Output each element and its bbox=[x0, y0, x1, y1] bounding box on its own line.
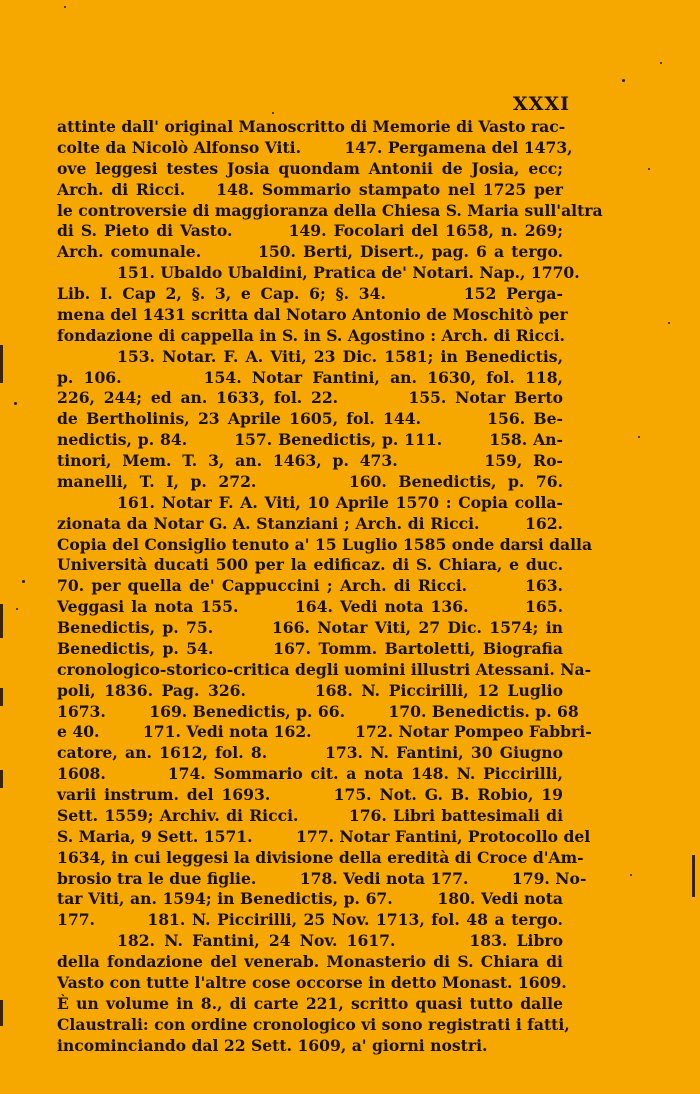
text-line: incominciando dal 22 Sett. 1609, a' giorni nostri. bbox=[57, 1035, 488, 1055]
text-line: 161. Notar F. A. Viti, 10 Aprile 1570 : Copia colla- bbox=[117, 492, 563, 512]
text-line: attinte dall' original Manoscritto di Memorie di Vasto rac- bbox=[57, 117, 566, 136]
text-line: 70. per quella de' Cappuccini ; Arch. di Ricci. 163. bbox=[57, 576, 563, 596]
page-edge-mark bbox=[0, 1000, 3, 1026]
text-line: de Bertholinis, 23 Aprile 1605, fol. 144. 156. Be- bbox=[57, 409, 563, 429]
page-edge-mark bbox=[0, 688, 3, 706]
scan-speck bbox=[648, 168, 650, 170]
text-line: 1673. 169. Benedictis, p. 66. 170. Benedictis. p. 68 bbox=[57, 701, 579, 721]
scan-speck bbox=[272, 112, 274, 114]
text-line: 177. 181. N. Piccirilli, 25 Nov. 1713, fol. 48 a tergo. bbox=[57, 910, 563, 930]
text-line: Benedictis, p. 54. 167. Tomm. Bartoletti, Biografia bbox=[57, 638, 563, 658]
text-line: mena del 1431 scritta dal Notaro Antonio de Moschitò per bbox=[57, 304, 568, 324]
scan-speck bbox=[660, 62, 662, 64]
text-line: Università ducati 500 per la edificaz. di S. Chiara, e duc. bbox=[57, 555, 563, 575]
scan-speck bbox=[14, 402, 17, 405]
page-edge-mark bbox=[0, 770, 3, 788]
text-line: tinori, Mem. T. 3, an. 1463, p. 473. 159, Ro- bbox=[57, 451, 563, 470]
text-line: ove leggesi testes Josia quondam Antonii de Josia, ecc; bbox=[57, 158, 563, 178]
page-edge-mark bbox=[0, 604, 3, 638]
scan-speck bbox=[22, 580, 25, 583]
text-line: 153. Notar. F. A. Viti, 23 Dic. 1581; in Benedictis, bbox=[117, 346, 563, 366]
scan-speck bbox=[668, 322, 670, 324]
text-line: Arch. comunale. 150. Berti, Disert., pag. 6 a tergo. bbox=[57, 242, 563, 262]
text-line: 151. Ubaldo Ubaldini, Pratica de' Notari. Nap., 1770. bbox=[117, 263, 580, 283]
text-line: 226, 244; ed an. 1633, fol. 22. 155. Notar Berto bbox=[57, 388, 563, 408]
text-line: 1608. 174. Sommario cit. a nota 148. N. Piccirilli, bbox=[57, 764, 563, 784]
text-line: della fondazione del venerab. Monasterio di S. Chiara di bbox=[57, 952, 563, 971]
scan-speck bbox=[64, 6, 66, 8]
page-edge-mark bbox=[692, 855, 695, 897]
scan-speck bbox=[16, 608, 18, 610]
text-line: Vasto con tutte l'altre cose occorse in detto Monast. 1609. bbox=[57, 972, 567, 992]
text-line: zionata da Notar G. A. Stanziani ; Arch. di Ricci. 162. bbox=[57, 513, 563, 533]
scan-speck bbox=[622, 79, 625, 82]
text-line: Sett. 1559; Archiv. di Ricci. 176. Libri battesimali di bbox=[57, 805, 563, 825]
text-line: Benedictis, p. 75. 166. Notar Viti, 27 Dic. 1574; in bbox=[57, 618, 563, 637]
text-line: di S. Pieto di Vasto. 149. Focolari del 1658, n. 269; bbox=[57, 221, 563, 241]
scan-speck bbox=[638, 436, 640, 438]
text-line: È un volume in 8., di carte 221, scritto quasi tutto dalle bbox=[57, 993, 563, 1013]
page-number: XXXI bbox=[512, 93, 570, 115]
text-line: Copia del Consiglio tenuto a' 15 Luglio 1585 onde darsi dalla bbox=[57, 534, 593, 554]
text-line: manelli, T. I, p. 272. 160. Benedictis, p. 76. bbox=[57, 471, 563, 491]
text-line: nedictis, p. 84. 157. Benedictis, p. 111. 158. An- bbox=[57, 430, 563, 450]
text-line: varii instrum. del 1693. 175. Not. G. B. Robio, 19 bbox=[57, 785, 563, 804]
text-line: Veggasi la nota 155. 164. Vedi nota 136. 165. bbox=[57, 597, 563, 617]
text-line: tar Viti, an. 1594; in Benedictis, p. 67. 180. Vedi nota bbox=[57, 889, 563, 909]
text-line: poli, 1836. Pag. 326. 168. N. Piccirilli, 12 Luglio bbox=[57, 680, 563, 700]
text-line: catore, an. 1612, fol. 8. 173. N. Fantini, 30 Giugno bbox=[57, 743, 563, 763]
text-line: cronologico-storico-critica degli uomini illustri Atessani. Na- bbox=[57, 659, 592, 679]
text-line: 182. N. Fantini, 24 Nov. 1617. 183. Libro bbox=[117, 931, 563, 951]
scan-speck bbox=[630, 874, 632, 876]
notes-text-block bbox=[57, 117, 603, 1056]
text-line: colte da Nicolò Alfonso Viti. 147. Pergamena del 1473, bbox=[57, 137, 573, 157]
text-line: e 40. 171. Vedi nota 162. 172. Notar Pompeo Fabbri- bbox=[57, 722, 592, 742]
text-line: le controversie di maggioranza della Chiesa S. Maria sull'altra bbox=[57, 200, 603, 220]
page-edge-mark bbox=[0, 345, 3, 383]
text-line: Claustrali: con ordine cronologico vi sono registrati i fatti, bbox=[57, 1014, 570, 1034]
text-line: brosio tra le due figlie. 178. Vedi nota 177. 179. No- bbox=[57, 868, 587, 888]
text-line: S. Maria, 9 Sett. 1571. 177. Notar Fantini, Protocollo del bbox=[57, 826, 591, 846]
text-line: 1634, in cui leggesi la divisione della eredità di Croce d'Am- bbox=[57, 847, 584, 867]
text-line: p. 106. 154. Notar Fantini, an. 1630, fol. 118, bbox=[57, 367, 563, 387]
text-line: fondazione di cappella in S. in S. Agostino : Arch. di Ricci. bbox=[57, 325, 565, 345]
text-line: Lib. I. Cap 2, §. 3, e Cap. 6; §. 34. 152 Perga- bbox=[57, 284, 563, 303]
text-line: Arch. di Ricci. 148. Sommario stampato nel 1725 per bbox=[57, 179, 563, 199]
